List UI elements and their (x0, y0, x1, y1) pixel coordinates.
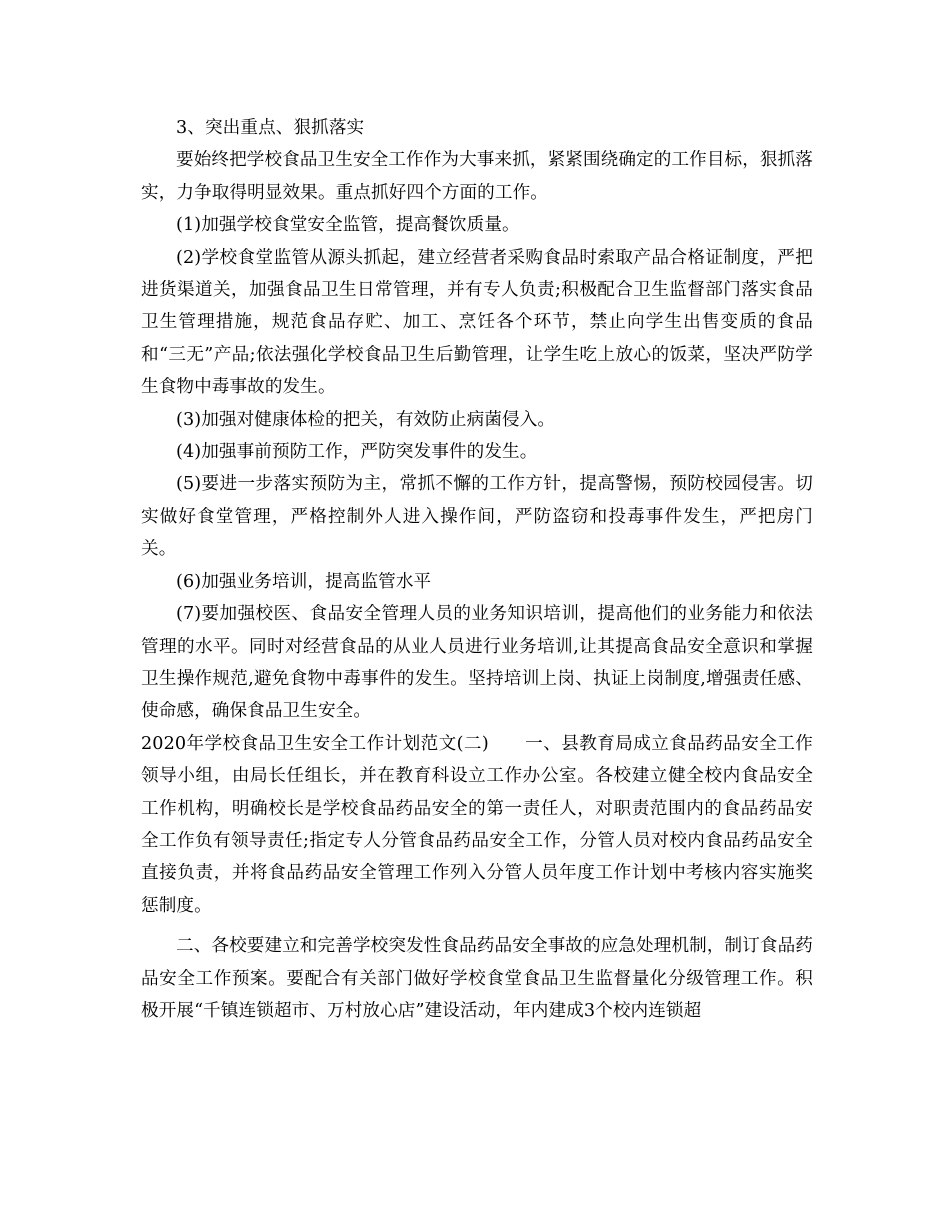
list-item: (1)加强学校食堂安全监管，提高餐饮质量。 (176, 215, 520, 236)
list-item: (2)学校食堂监管从源头抓起，建立经营者采购食品时索取产品合格证制度，严把进货渠道关，加强食品卫生日常管理，并有专人负责;积极配合卫生监督部门落实食品卫生管理措施，规范食品存贮、加工、烹饪各个环节，禁止向学生出售变质的食品和“三无”产品;依法强化学校食品卫生后勤管理，让学生吃上放心的饭菜，坚决严防学生食物中毒事故的发生。 (141, 247, 813, 398)
section-heading: 3、突出重点、狠抓落实 (176, 118, 365, 138)
paragraph: 要始终把学校食品卫生安全工作作为大事来抓，紧紧围绕确定的工作目标，狠抓落实，力争取得明显效果。重点抓好四个方面的工作。 (141, 150, 813, 203)
list-item: (3)加强对健康体检的把关，有效防止病菌侵入。 (176, 409, 556, 430)
list-item: (7)要加强校医、食品安全管理人员的业务知识培训，提高他们的业务能力和依法管理的水平。同时对经营食品的从业人员进行业务培训,让其提高食品安全意识和掌握卫生操作规范,避免食物中毒事件的发生。坚持培训上岗、执证上岗制度,增强责任感、使命感，确保食品卫生安全。 (141, 604, 813, 722)
paragraph: 二、各校要建立和完善学校突发性食品药品安全事故的应急处理机制，制订食品药品安全工作预案。要配合有关部门做好学校食堂食品卫生监督量化分级管理工作。积极开展“千镇连锁超市、万村放心店”建设活动，年内建成3个校内连锁超 (141, 936, 813, 1021)
list-item: (6)加强业务培训，提高监管水平 (176, 571, 432, 592)
list-item: (4)加强事前预防工作，严防突发事件的发生。 (176, 442, 538, 463)
list-item: (5)要进一步落实预防为主，常抓不懈的工作方针，提高警惕，预防校园侵害。切实做好食堂管理，严格控制外人进入操作间，严防盗窃和投毒事件发生，严把房门关。 (141, 474, 813, 560)
section-title-paragraph: 2020年学校食品卫生安全工作计划范文(二) 一、县教育局成立食品药品安全工作领导小组，由局长任组长，并在教育科设立工作办公室。各校建立健全校内食品安全工作机构，明确校长是学校食品药品安全的第一责任人，对职责范围内的食品药品安全工作负有领导责任;指定专人分管食品药品安全工作，分管人员对校内食品药品安全直接负责，并将食品药品安全管理工作列入分管人员年度工作计划中考核内容实施奖惩制度。 (141, 733, 813, 916)
document-body (141, 112, 813, 1027)
